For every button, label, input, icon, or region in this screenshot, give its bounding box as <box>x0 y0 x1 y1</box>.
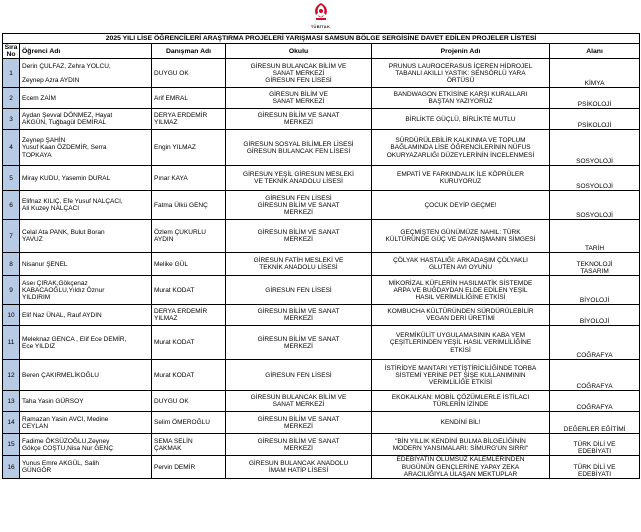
sira-no-cell-text: 13 <box>7 397 15 405</box>
ogrenci-cell-text: Ramazan Yasin AVCI, Medine CEYLAN <box>22 415 109 430</box>
ogrenci-cell-text: Aseı ÇIRAK,Gökçenaz KABACAOĞLU,Yıldız Öznur YILDIRIM <box>22 279 105 301</box>
proje-cell-text: VERMİKÜLİT UYGULAMASININ KABA YEM ÇEŞİTLERİNDEN YEŞİL HASIL VERİMLİLİĞİNE ETKİSİ <box>389 332 532 354</box>
proje-cell <box>372 59 550 88</box>
header-alani: Alanı <box>550 44 640 59</box>
okul-cell <box>226 360 372 391</box>
danisman-cell-text: Özlem ÇUKURLU AYDIN <box>154 229 207 244</box>
danisman-cell-text: Murat KODAT <box>154 339 195 347</box>
danisman-cell <box>152 360 226 391</box>
sira-no-cell-text: 6 <box>9 201 13 209</box>
proje-cell-text: KOMBUCHA KÜLTÜRÜNDEN SÜRDÜRÜLEBİLİR VEGAN DERİ ÜRETİMİ <box>387 308 534 323</box>
proje-cell <box>372 220 550 253</box>
alan-cell <box>550 434 640 456</box>
danisman-cell-text: Selim ÖMEROĞLU <box>154 419 210 427</box>
table-row <box>3 220 640 253</box>
danisman-cell <box>152 412 226 434</box>
proje-cell-text: EKOKALKAN: MOBİL ÇÖZÜMLERLE İSTİLACI TÜRLERİN İZİNDE <box>391 394 530 409</box>
danisman-cell-text: DUYGU OK <box>154 69 189 77</box>
ogrenci-cell-text: Aydan Şevval DÖNMEZ, Hayat AKGÜN, Tuğbagül DEMİRAL <box>22 112 113 127</box>
okul-cell-text: GİRESUN BİLİM VE SANAT MERKEZİ <box>257 335 340 350</box>
proje-cell-text: İSTİRİDYE MANTARI YETİŞTİRİCİLİĞİNDE TORBA SİSTEMİ YERİNE PET ŞİŞE KULLANIMININ VERİMLİLİĞE ETKİSİ <box>384 364 537 386</box>
alan-cell-text: TARİH <box>585 245 605 253</box>
ogrenci-cell-text: Taha Yasin GÜRSOY <box>22 397 84 405</box>
okul-cell <box>226 166 372 191</box>
table-row <box>3 434 640 456</box>
danisman-cell <box>152 391 226 412</box>
table-row <box>3 191 640 220</box>
ogrenci-cell-text: Elifnaz KILIÇ, Efe Yusuf NALÇACI, Ali Kuzey NALÇACI <box>22 198 123 213</box>
ogrenci-cell <box>20 191 152 220</box>
sira-no-cell <box>3 276 20 305</box>
proje-cell <box>372 276 550 305</box>
sira-no-cell-text: 15 <box>7 441 15 449</box>
danisman-cell-text: Pervin DEMİR <box>154 463 196 471</box>
danisman-cell <box>152 326 226 360</box>
proje-cell-text: KENDİNİ BİL! <box>440 419 481 427</box>
proje-cell-text: ÇOCUK DEYİP GEÇME! <box>424 201 497 209</box>
sira-no-cell <box>3 456 20 479</box>
table-row <box>3 326 640 360</box>
ogrenci-cell-text: Elif Naz ÜNAL, Rauf AYDIN <box>22 311 102 319</box>
table-row <box>3 360 640 391</box>
proje-cell <box>372 391 550 412</box>
okul-cell <box>226 109 372 130</box>
alan-cell <box>550 360 640 391</box>
okul-cell <box>226 456 372 479</box>
ogrenci-cell <box>20 59 152 88</box>
danisman-cell-text: Engin YILMAZ <box>154 144 196 152</box>
proje-cell-text: EDEBİYATIN ÖLÜMSÜZ KALEMLERİNDEN BUGÜNÜN GENÇLERİNE YAPAY ZEKA ARACILIĞIYLA ULAŞAN MEKTUPLAR <box>396 456 525 478</box>
okul-cell-text: GİRESUN BULANCAK BİLİM VE SANAT MERKEZİ GİRESUN FEN LİSESİ <box>250 62 347 84</box>
sira-no-cell <box>3 191 20 220</box>
okul-cell-text: GİRESUN YEŞİL GİRESUN MESLEKİ VE TEKNİK ANADOLU LİSESİ <box>243 171 354 186</box>
alan-cell <box>550 88 640 109</box>
okul-cell-text: GİRESUN BİLİM VE SANAT MERKEZİ <box>269 91 328 106</box>
sira-no-cell <box>3 412 20 434</box>
okul-cell <box>226 88 372 109</box>
table-header-row <box>3 44 640 59</box>
alan-cell-text: COĞRAFYA <box>576 404 613 412</box>
okul-cell <box>226 59 372 88</box>
danisman-cell <box>152 305 226 326</box>
danisman-cell-text: Pınar KAYA <box>154 174 188 182</box>
header-sira-no: Sıra No <box>3 44 20 59</box>
proje-cell-text: BİRLİKTE GÜÇLÜ, BİRLİKTE MUTLU <box>405 115 516 123</box>
table-row <box>3 88 640 109</box>
danisman-cell-text: Fatma Ülkü GENÇ <box>154 201 208 209</box>
alan-cell-text: TÜRK DİLİ VE EDEBİYATI <box>573 441 616 456</box>
ogrenci-cell-text: Beren ÇAKIRMELİKOĞLU <box>22 371 99 379</box>
table-row <box>3 253 640 276</box>
alan-cell <box>550 191 640 220</box>
proje-cell-text: "BİN YILLIK KENDİNİ BULMA BİLGELİĞİNİN MODERN YANSIMALARI: SİMURG'UN SIRRI" <box>392 437 529 452</box>
proje-cell-text: EMPATİ VE FARKINDALIK İLE KÖPRÜLER KURUYORUZ <box>397 171 524 186</box>
table-row <box>3 109 640 130</box>
proje-cell-text: BANDWAGON ETKİSİNE KARŞI KURALLARI BAŞTAN YAZIYORUZ <box>393 91 528 106</box>
alan-cell <box>550 326 640 360</box>
okul-cell-text: GİRESUN SOSYAL BİLİMLER LİSESİ GİRESUN BULANCAK FEN LİSESİ <box>243 140 354 155</box>
ogrenci-cell <box>20 276 152 305</box>
alan-cell <box>550 253 640 276</box>
proje-cell <box>372 360 550 391</box>
alan-cell <box>550 412 640 434</box>
okul-cell-text: GİRESUN FEN LİSESİ <box>265 371 332 379</box>
ogrenci-cell <box>20 434 152 456</box>
sira-no-cell-text: 11 <box>7 339 15 347</box>
alan-cell-text: KİMYA <box>584 80 605 88</box>
tubitak-logo <box>0 2 641 34</box>
alan-cell <box>550 456 640 479</box>
danisman-cell <box>152 253 226 276</box>
table-title: 2025 YILI LİSE ÖĞRENCİLERİ ARAŞTIRMA PROJELERİ YARIŞMASI SAMSUN BÖLGE SERGİSİNE DAVET EDİLEN PROJELER LİSTESİ <box>3 34 640 44</box>
header-danisman-adi: Danışman Adı <box>152 44 226 59</box>
table-row <box>3 391 640 412</box>
proje-cell <box>372 305 550 326</box>
sira-no-cell-text: 12 <box>7 371 15 379</box>
alan-cell <box>550 391 640 412</box>
okul-cell <box>226 434 372 456</box>
ogrenci-cell <box>20 456 152 479</box>
proje-cell <box>372 456 550 479</box>
sira-no-cell <box>3 130 20 166</box>
alan-cell-text: SOSYOLOJİ <box>576 183 613 191</box>
alan-cell-text: COĞRAFYA <box>576 352 613 360</box>
danisman-cell <box>152 276 226 305</box>
ogrenci-cell-text: Fadime ÖKSÜZOĞLU,Zeyney Gökçe COŞTU,Nisa Nur GENÇ <box>22 437 114 452</box>
okul-cell-text: GİRESUN FEN LİSESİ <box>265 286 332 294</box>
table-row <box>3 412 640 434</box>
sira-no-cell-text: 7 <box>9 232 13 240</box>
danisman-cell-text: SEMA SELİN ÇAKMAK <box>154 437 193 452</box>
ogrenci-cell <box>20 412 152 434</box>
danisman-cell <box>152 456 226 479</box>
okul-cell-text: GİRESUN FATİH MESLEKİ VE TEKNİK ANADOLU LİSESİ <box>253 257 344 272</box>
sira-no-cell-text: 16 <box>7 463 15 471</box>
alan-cell-text: BİYOLOJİ <box>579 297 610 305</box>
ogrenci-cell-text: Zeynep ŞAHİN Yusuf Kaan ÖZDEMİR, Serra TOPKAYA <box>22 137 107 159</box>
proje-cell-text: MİKORİZAL KÜFLERİN HASILMATİK SİSTEMDE ARPA VE BUĞDAYDAN ELDE EDİLEN YEŞİL HASIL VERİMLİLİĞİNE ETKİSİ <box>388 279 533 301</box>
alan-cell <box>550 305 640 326</box>
alan-cell-text: TEKNOLOJİ TASARIM <box>576 261 613 276</box>
okul-cell <box>226 130 372 166</box>
okul-cell-text: GİRESUN BİLİM VE SANAT MERKEZİ <box>257 437 340 452</box>
okul-cell-text: GİRESUN BULANCAK BİLİM VE SANAT MERKEZİ <box>250 394 347 409</box>
table-row <box>3 59 640 88</box>
tubitak-emblem-icon <box>312 2 330 24</box>
proje-cell <box>372 88 550 109</box>
danisman-cell-text: DERYA ERDEMİR YILMAZ <box>154 112 208 127</box>
danisman-cell <box>152 109 226 130</box>
danisman-cell <box>152 220 226 253</box>
okul-cell-text: GİRESUN BİLİM VE SANAT MERKEZİ <box>257 112 340 127</box>
proje-cell <box>372 412 550 434</box>
ogrenci-cell <box>20 88 152 109</box>
ogrenci-cell-text: Ecem ZAİM <box>22 94 56 102</box>
projects-table <box>2 33 640 479</box>
proje-cell <box>372 109 550 130</box>
okul-cell <box>226 220 372 253</box>
sira-no-cell-text: 2 <box>9 94 13 102</box>
ogrenci-cell-text: Nisanur ŞENEL <box>22 260 68 268</box>
okul-cell <box>226 305 372 326</box>
alan-cell-text: SOSYOLOJİ <box>576 212 613 220</box>
sira-no-cell-text: 4 <box>9 144 13 152</box>
okul-cell-text: GİRESUN BULANCAK ANADOLU İMAM HATİP LİSESİ <box>248 460 349 475</box>
alan-cell <box>550 130 640 166</box>
header-projenin-adi: Projenin Adı <box>372 44 550 59</box>
sira-no-cell <box>3 326 20 360</box>
proje-cell-text: GEÇMİŞTEN GÜNÜMÜZE NAHIL: TÜRK KÜLTÜRÜNDE GÜÇ VE DAYANIŞMANIN SİMGESİ <box>385 229 536 244</box>
sira-no-cell-text: 1 <box>9 69 13 77</box>
alan-cell-text: DEĞERLER EĞİTİMİ <box>563 426 626 434</box>
sira-no-cell <box>3 434 20 456</box>
sira-no-cell <box>3 109 20 130</box>
alan-cell-text: PSİKOLOJİ <box>577 122 612 130</box>
ogrenci-cell <box>20 109 152 130</box>
alan-cell-text: BİYOLOJİ <box>579 318 610 326</box>
ogrenci-cell-text: Meleknaz GENCA , Elif Ece DEMİR, Ece YILDIZ <box>22 335 127 350</box>
proje-cell-text: PRUNUS LAUROCERASUS İÇEREN HİDROJEL TABANLI AKILLI YASTIK: SENSÖRLÜ YARA ÖRTÜSÜ <box>388 62 533 84</box>
okul-cell <box>226 412 372 434</box>
danisman-cell <box>152 130 226 166</box>
alan-cell <box>550 59 640 88</box>
table-row <box>3 166 640 191</box>
danisman-cell <box>152 166 226 191</box>
okul-cell-text: GİRESUN BİLİM VE SANAT MERKEZİ <box>257 229 340 244</box>
proje-cell <box>372 434 550 456</box>
okul-cell-text: GİRESUN BİLİM VE SANAT MERKEZİ <box>257 415 340 430</box>
ogrenci-cell-text: Yunus Emre AKGÜL, Salih GÜNGÖR <box>22 460 99 475</box>
danisman-cell <box>152 434 226 456</box>
table-row <box>3 305 640 326</box>
header-okulu: Okulu <box>226 44 372 59</box>
danisman-cell <box>152 88 226 109</box>
okul-cell <box>226 253 372 276</box>
sira-no-cell <box>3 391 20 412</box>
ogrenci-cell-text: Miray KUDU, Yasemin DURAL <box>22 174 111 182</box>
ogrenci-cell <box>20 253 152 276</box>
sira-no-cell-text: 10 <box>7 311 15 319</box>
okul-cell <box>226 191 372 220</box>
proje-cell <box>372 326 550 360</box>
sira-no-cell <box>3 305 20 326</box>
alan-cell <box>550 109 640 130</box>
ogrenci-cell <box>20 305 152 326</box>
ogrenci-cell <box>20 220 152 253</box>
ogrenci-cell <box>20 391 152 412</box>
header-ogrenci-adi: Öğrenci Adı <box>20 44 152 59</box>
okul-cell <box>226 326 372 360</box>
alan-cell-text: COĞRAFYA <box>576 383 613 391</box>
ogrenci-cell-text: Derin ÇULFAZ, Zehra YOLCU, Zeynep Azra AYDIN <box>22 62 111 84</box>
okul-cell <box>226 391 372 412</box>
sira-no-cell <box>3 59 20 88</box>
proje-cell <box>372 130 550 166</box>
ogrenci-cell <box>20 326 152 360</box>
danisman-cell-text: DUYGU OK <box>154 397 189 405</box>
sira-no-cell-text: 3 <box>9 115 13 123</box>
okul-cell-text: GİRESUN BİLİM VE SANAT MERKEZİ <box>257 308 340 323</box>
proje-cell <box>372 166 550 191</box>
danisman-cell-text: DERYA ERDEMİR YILMAZ <box>154 308 208 323</box>
sira-no-cell <box>3 360 20 391</box>
ogrenci-cell-text: Celal Ata PANK, Bulut Boran YAVUZ <box>22 229 105 244</box>
table-row <box>3 130 640 166</box>
sira-no-cell <box>3 88 20 109</box>
sira-no-cell <box>3 253 20 276</box>
alan-cell-text: SOSYOLOJİ <box>576 158 613 166</box>
table-row <box>3 456 640 479</box>
sira-no-cell <box>3 220 20 253</box>
proje-cell <box>372 253 550 276</box>
sira-no-cell-text: 14 <box>7 419 15 427</box>
sira-no-cell-text: 8 <box>9 260 13 268</box>
proje-cell-text: SÜRDÜRÜLEBİLİR KALKINMA VE TOPLUM BAĞLAMINDA LİSE ÖĞRENCİLERİNİN NÜFUS OKURYAZARLIĞI DÜZEYLERİNİN İNCELENMESİ <box>386 137 535 159</box>
ogrenci-cell <box>20 360 152 391</box>
alan-cell <box>550 276 640 305</box>
okul-cell <box>226 276 372 305</box>
okul-cell-text: GİRESUN FEN LİSESİ GİRESUN BİLİM VE SANAT MERKEZİ <box>257 194 340 216</box>
table-row <box>3 276 640 305</box>
proje-cell-text: ÇÖLYAK HASTALIĞI: ARKADAŞIM ÇÖLYAKLI GLUTEN AVI OYUNU <box>393 257 528 272</box>
tubitak-logo-text: TÜBİTAK <box>310 24 331 29</box>
sira-no-cell <box>3 166 20 191</box>
proje-cell <box>372 191 550 220</box>
danisman-cell <box>152 191 226 220</box>
danisman-cell-text: Murat KODAT <box>154 286 195 294</box>
danisman-cell-text: Arif EMRAL <box>154 94 188 102</box>
danisman-cell-text: Murat KODAT <box>154 371 195 379</box>
sira-no-cell-text: 9 <box>9 286 13 294</box>
table-title-row <box>3 34 640 44</box>
ogrenci-cell <box>20 166 152 191</box>
sira-no-cell-text: 5 <box>9 174 13 182</box>
ogrenci-cell <box>20 130 152 166</box>
alan-cell-text: TÜRK DİLİ VE EDEBİYATI <box>573 463 616 478</box>
danisman-cell-text: Melike GÜL <box>154 260 188 268</box>
alan-cell <box>550 220 640 253</box>
alan-cell <box>550 166 640 191</box>
alan-cell-text: PSİKOLOJİ <box>577 101 612 109</box>
danisman-cell <box>152 59 226 88</box>
